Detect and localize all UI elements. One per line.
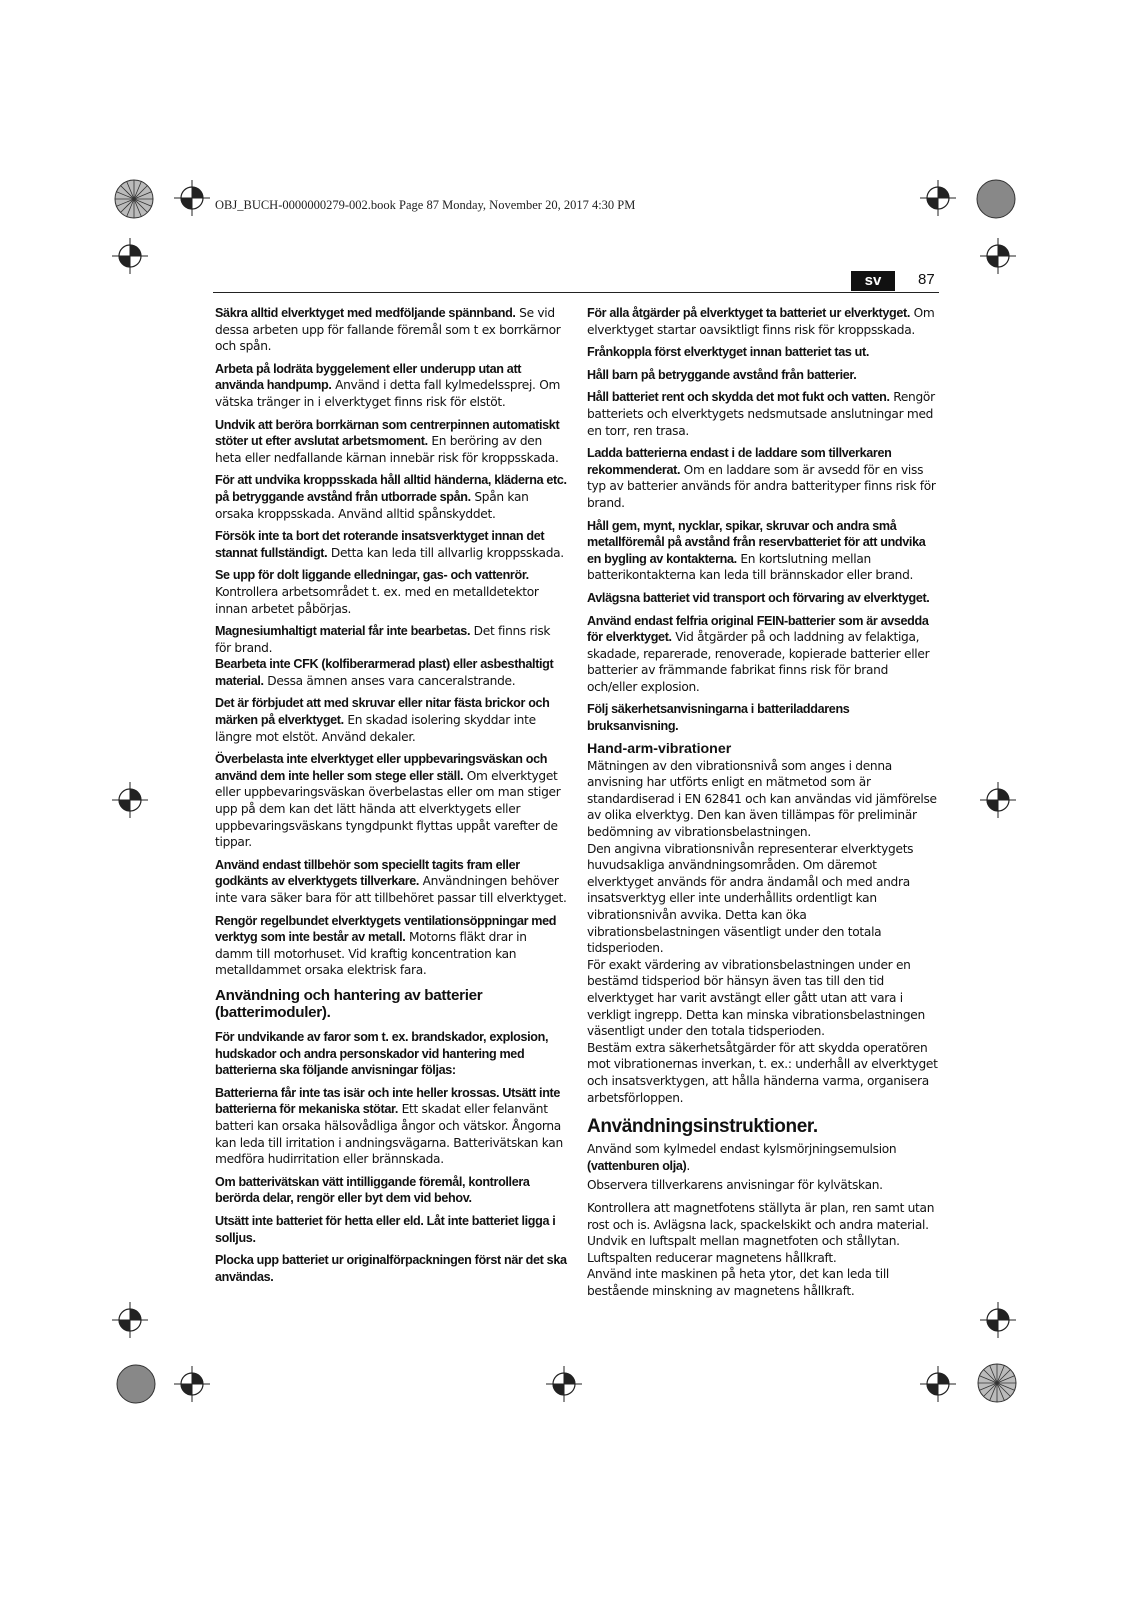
crosshair-bottom-center-icon: [546, 1366, 582, 1402]
instruction-bold-text: Håll gem, mynt, nycklar, spikar, skruvar och andra små metallföremål på avstånd från reservbatteriet för att undvika en bygling av kontakterna.: [587, 518, 926, 566]
safety-instruction: [215, 1029, 567, 1079]
crosshair-bottom-left-icon: [174, 1366, 210, 1402]
safety-instruction: [215, 528, 567, 561]
left-safety-list: [215, 305, 567, 979]
safety-instruction: [215, 913, 567, 979]
crop-mark-bottom-right-rosette-icon: [975, 1361, 1019, 1405]
instruction-body-text: Detta kan leda till allvarlig kroppsskada.: [327, 545, 564, 560]
safety-instruction: [215, 857, 567, 907]
right-safety-list: [587, 305, 939, 735]
usage-instructions-heading: Användningsinstruktioner.: [587, 1116, 818, 1138]
vibration-paragraph: Bestäm extra säkerhetsåtgärder för att skydda operatören mot vibrationernas inverkan, t. ex.: underhåll av elverktyget och insatsverktygen, att hålla händerna varma, organisera arbetsförloppen.: [587, 1040, 938, 1105]
safety-instruction: [587, 613, 939, 696]
safety-instruction: [587, 344, 939, 361]
vibration-heading: Hand-arm-vibrationer: [587, 740, 732, 757]
crop-mark-top-right-disc-icon: [974, 177, 1018, 221]
safety-instruction: [215, 305, 567, 355]
instruction-bold-text: Säkra alltid elverktyget med medföljande spännband.: [215, 306, 516, 320]
instruction-body-text: Det finns risk för brand.: [215, 624, 551, 655]
safety-instruction: [215, 1085, 567, 1168]
safety-instruction: [587, 518, 939, 584]
instruction-body-text: Om en laddare som är avsedd för en viss typ av batterier används för andra batterityper finns risk för brand.: [587, 462, 936, 510]
instruction-bold-text: För att undvika kroppsskada håll alltid händerna, kläderna etc. på betryggande avstånd från utborrade spån.: [215, 473, 567, 504]
safety-instruction: [587, 590, 939, 607]
instruction-bold-text: Plocka upp batteriet ur originalförpackningen först när det ska användas.: [215, 1253, 567, 1284]
instruction-bold-text: Överbelasta inte elverktyget eller uppbevaringsväskan och använd dem inte heller som stege eller ställ.: [215, 752, 548, 783]
right-column: [587, 305, 939, 1305]
crosshair-upper-left-icon: [112, 238, 148, 274]
vibration-paragraph: Mätningen av den vibrationsnivå som anges i denna anvisning har utförts enligt en mätmetod som är standardiserad i EN 62841 och kan användas vid jämförelse av olika elverktyg. Den kan även tillämpas för preliminär bedömning av vibrationsbelastningen.: [587, 758, 937, 840]
instruction-body-text: Rengör batteriets och elverktygets nedsmutsade anslutningar med en torr, ren trasa.: [587, 390, 935, 438]
crosshair-lower-left-icon: [112, 1302, 148, 1338]
instruction-bold-text: Håll batteriet rent och skydda det mot fukt och vatten.: [587, 390, 890, 405]
safety-instruction: [587, 445, 939, 511]
safety-instruction: [215, 472, 567, 522]
instruction-bold-text: Rengör regelbundet elverktygets ventilationsöppningar med verktyg som inte består av metall.: [215, 913, 557, 945]
instruction-bold-text: Arbeta på lodräta byggelement eller underupp utan att använda handpump.: [215, 361, 522, 393]
instruction-body-text: Om elverktyget startar oavsiktligt finns risk för kroppsskada.: [587, 306, 935, 337]
usage-paragraph: Kontrollera att magnetfotens ställyta är plan, ren samt utan rost och is. Avlägsna lack, spackelskikt och andra material. Undvik en luftspalt mellan magnetfoten och stållytan. Luftspalten reducerar magnetens hållkraft.: [587, 1200, 935, 1265]
instruction-bold-text: Magnesiumhaltigt material får inte bearbetas.: [215, 624, 471, 639]
instruction-body-text: Se vid dessa arbeten upp för fallande föremål som t ex borrkärnor och spån.: [215, 306, 561, 354]
instruction-body-text: Om elverktyget eller uppbevaringsväskan överbelastas eller om man stiger upp på dem kan det lätt hända att elverktygets eller uppbevaringsväskans tyngdpunkt flyttas uppåt varefter de tippar.: [215, 768, 561, 850]
safety-instruction: [215, 417, 567, 467]
instruction-bold-text: Frånkoppla först elverktyget innan batteriet tas ut.: [587, 345, 870, 360]
left-column: [215, 305, 567, 1291]
instruction-bold-text: För undvikande av faror som t. ex. brandskador, explosion, hudskador och andra personskador vid hantering med batterierna ska följande anvisningar följas:: [215, 1029, 549, 1078]
instruction-bold-text: Försök inte ta bort det roterande insatsverktyget innan det stannat fullständigt.: [215, 529, 545, 560]
instruction-bold-text: Det är förbjudet att med skruvar eller nitar fästa brickor och märken på elverktyget.: [215, 696, 550, 728]
safety-instruction: [587, 701, 939, 734]
instruction-body-text: En beröring av den heta eller nedfallande kärnan innebär risk för kroppsskada.: [215, 434, 559, 465]
header-rule: [213, 292, 939, 293]
crosshair-mid-left-icon: [112, 782, 148, 818]
crop-mark-top-left-rosette-icon: [112, 177, 156, 221]
crosshair-top-right-icon: [920, 180, 956, 216]
safety-instruction: [215, 623, 567, 656]
instruction-bold-text: Undvik att beröra borrkärnan som centrerpinnen automatiskt stöter ut efter avslutat arbetsmoment.: [215, 417, 560, 449]
safety-instruction: [215, 361, 567, 411]
instruction-body-text: Användningen behöver inte vara säker bara för att tillbehöret passar till elverktyget.: [215, 874, 567, 905]
instruction-body-text: Spån kan orsaka kroppsskada. Använd alltid spånskyddet.: [215, 489, 529, 521]
instruction-bold-text: Avlägsna batteriet vid transport och förvaring av elverktyget.: [587, 590, 930, 605]
instruction-body-text: Motorns fläkt drar in damm till motorhuset. Vid kraftig koncentration kan metalldammet orsaka elektrisk fara.: [215, 930, 527, 978]
instruction-body-text: Använd i detta fall kylmedelssprej. Om vätska tränger in i elverktyget finns risk för elstöt.: [215, 378, 561, 409]
instruction-bold-text: Utsätt inte batteriet för hetta eller eld. Låt inte batteriet ligga i solljus.: [215, 1213, 556, 1245]
safety-instruction: [587, 367, 939, 384]
page-number: 87: [918, 271, 935, 288]
safety-instruction: [215, 1213, 567, 1246]
instruction-bold-text: Följ säkerhetsanvisningarna i batteriladdarens bruksanvisning.: [587, 702, 850, 734]
instruction-body-text: En kortslutning mellan batterikontakterna kan leda till brännskador eller brand.: [587, 551, 914, 583]
instruction-body-text: Vid åtgärder på och laddning av felaktiga, skadade, reparerade, renoverade, kopierade batterier eller batterier av främmande fabrikat finns risk för brand och/eller explosion.: [587, 630, 930, 694]
instruction-bold-text: Ladda batterierna endast i de laddare som tillverkaren rekommenderat.: [587, 446, 892, 477]
book-file-header: OBJ_BUCH-0000000279-002.book Page 87 Monday, November 20, 2017 4:30 PM: [215, 198, 636, 212]
safety-instruction: [587, 389, 939, 439]
usage-paragraph: Använd som kylmedel endast kylsmörjningsemulsion (vattenburen olja).: [587, 1142, 897, 1173]
crosshair-top-left-icon: [174, 180, 210, 216]
instruction-bold-text: Använd endast felfria original FEIN-batterier som är avsedda för elverktyget.: [587, 613, 929, 645]
safety-instruction: [215, 656, 567, 689]
crop-mark-bottom-left-disc-icon: [114, 1362, 158, 1406]
instruction-bold-text: Använd endast tillbehör som speciellt tagits fram eller godkänts av elverktygets tillverkare.: [215, 857, 520, 889]
safety-instruction: [215, 1252, 567, 1285]
instruction-bold-text: För alla åtgärder på elverktyget ta batteriet ur elverktyget.: [587, 306, 911, 320]
language-badge: sv: [851, 271, 895, 291]
safety-instruction: [215, 751, 567, 851]
usage-paragraph: Använd inte maskinen på heta ytor, det kan leda till bestående minskning av magnetens hållkraft.: [587, 1267, 890, 1298]
instruction-bold-text: Bearbeta inte CFK (kolfiberarmerad plast) eller asbesthaltigt material.: [215, 657, 554, 688]
safety-instruction: [587, 305, 939, 338]
instruction-body-text: Kontrollera arbetsområdet t. ex. med en metalldetektor innan arbetet påbörjas.: [215, 584, 539, 616]
vibration-paragraph: Den angivna vibrationsnivån representerar elverktygets huvudsakliga användningsområden. Om däremot elverktyget används för andra ändamål och med andra insatsverktyg eller inte underhållits ordentligt kan vibrationsnivån avvika. Detta kan öka vibrationsbelastningen väsentligt under den totala tidsperioden.: [587, 841, 914, 956]
safety-instruction: [215, 567, 567, 617]
vibration-paragraph: För exakt värdering av vibrationsbelastningen under en bestämd tidsperiod bör hänsyn även tas till den tid elverktyget har varit avstängt eller gått utan att vara i verkligt ingrepp. Detta kan minska vibrationsbelastningen väsentligt under den totala tidsperioden.: [587, 957, 925, 1039]
instruction-body-text: Dessa ämnen anses vara canceralstrande.: [263, 673, 516, 688]
crosshair-upper-right-icon: [980, 238, 1016, 274]
instruction-bold-text: Batterierna får inte tas isär och inte heller krossas. Utsätt inte batterierna för mekaniska stötar.: [215, 1085, 561, 1117]
instruction-bold-text: Se upp för dolt liggande elledningar, gas- och vattenrör.: [215, 568, 529, 583]
instruction-bold-text: Om batterivätskan vätt intilliggande föremål, kontrollera berörda delar, rengör eller byt dem vid behov.: [215, 1174, 530, 1206]
crosshair-bottom-right-icon: [920, 1366, 956, 1402]
safety-instruction: [215, 695, 567, 745]
instruction-body-text: Ett skadat eller felanvänt batteri kan orsaka hälsovådliga ångor och vätskor. Ångorna kan leda till irritation i andningsvägarna. Batterivätskan kan medföra hudirritation eller brännskada.: [215, 1102, 563, 1167]
safety-instruction: [215, 1174, 567, 1207]
battery-section-heading: Användning och hantering av batterier (batterimoduler).: [215, 986, 483, 1021]
usage-paragraph: Observera tillverkarens anvisningar för kylvätskan.: [587, 1178, 883, 1193]
crosshair-mid-right-icon: [980, 782, 1016, 818]
crosshair-lower-right-icon: [980, 1302, 1016, 1338]
battery-safety-list: [215, 1029, 567, 1285]
instruction-bold-text: Håll barn på betryggande avstånd från batterier.: [587, 367, 857, 382]
instruction-body-text: En skadad isolering skyddar inte längre mot elstöt. Använd dekaler.: [215, 713, 536, 744]
